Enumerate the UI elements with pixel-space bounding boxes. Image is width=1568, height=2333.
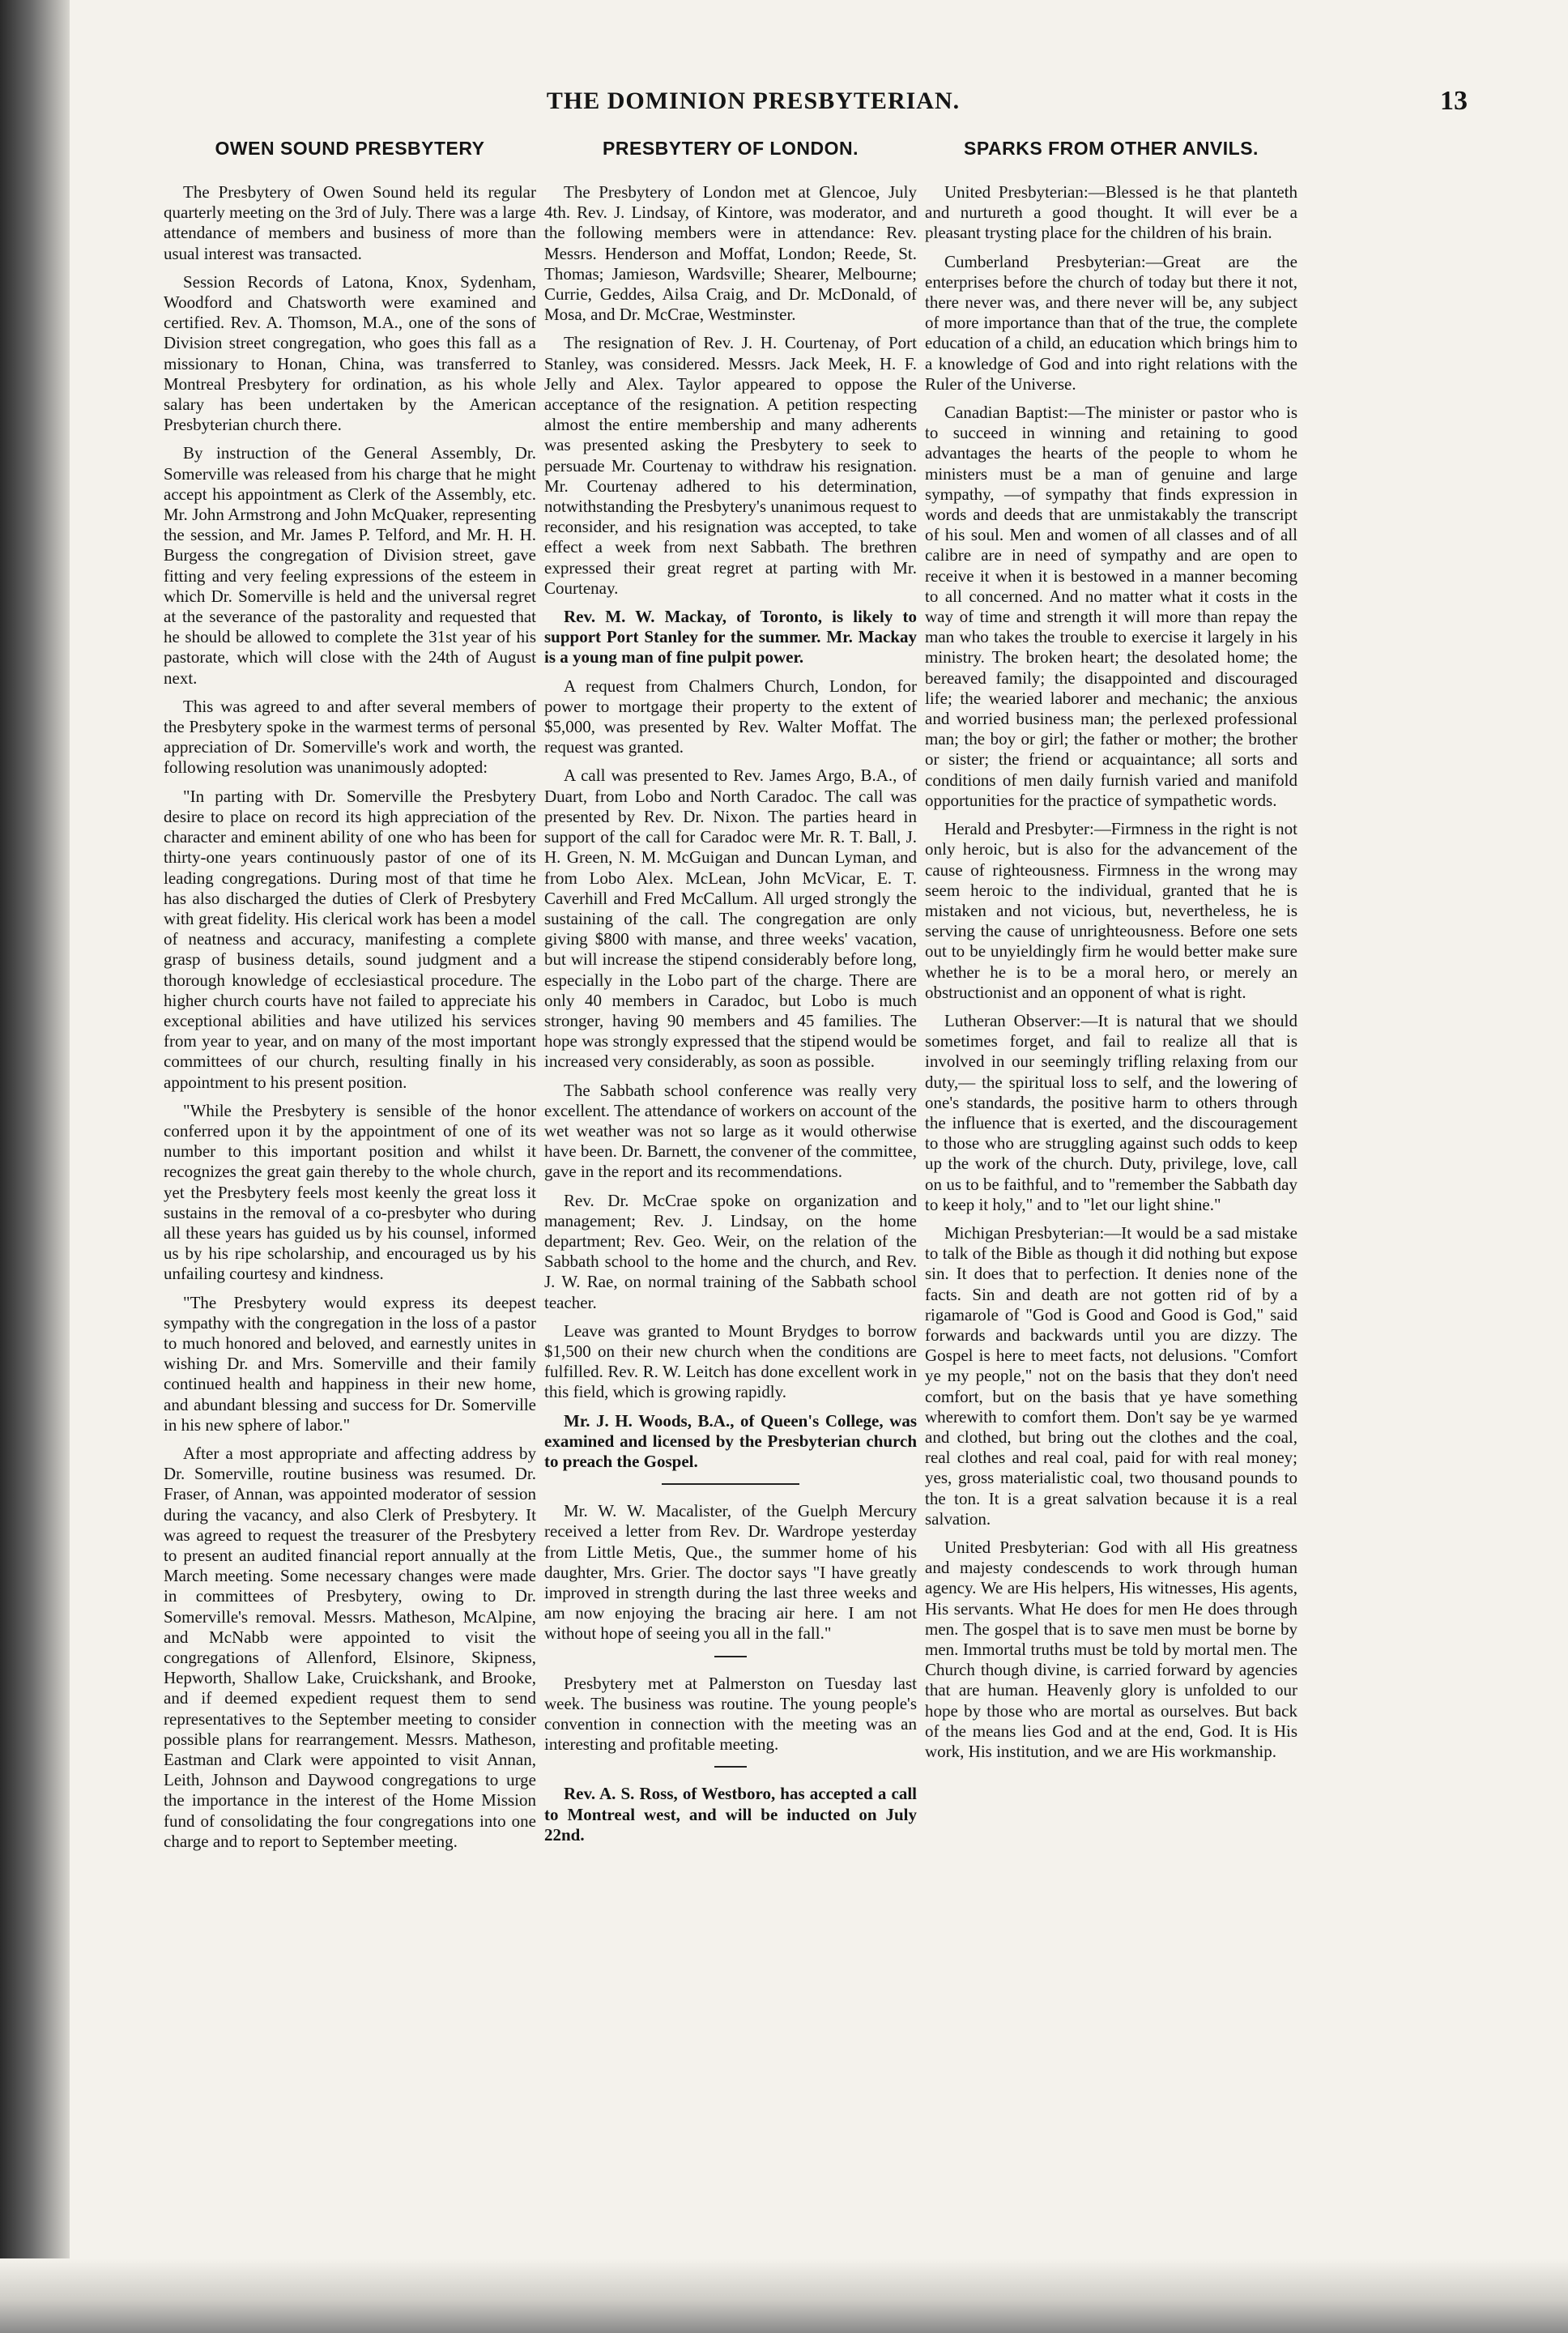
article-paragraph: Michigan Presbyterian:—It would be a sad mistake to talk of the Bible as though it did nothing but expose sin. It does that to perfection. It denies none of the facts. Sin and death are not gotten rid of by a rigamarole of "God is Good and Good is God," said forwards and backwards until you are dizzy. The Gospel is here to meet facts, not delusions. "Comfort ye my people," not on the basis that they don't need comfort, but on the basis that ye have something wherewith to comfort them. Don't say be ye warmed and clothed, but bring out the clothes and the coal, real clothes and real coal, paid for with real money; yes, gross materialistic coal, two thousand pounds to the ton. It is a great salvation because it is a real salvation.	[925, 1222, 1297, 1529]
article-paragraph: The resignation of Rev. J. H. Courtenay, of Port Stanley, was considered. Messrs. Jack Meek, H. F. Jelly and Alex. Taylor appeared to oppose the acceptance of the resignation. A petition respecting almost the entire membership and many adherents was presented asking the Presbytery to seek to persuade Mr. Courtenay to withdraw his resignation. Mr. Courtenay adhered to his determination, notwithstanding the Presbytery's unanimous request to reconsider, and his resignation was accepted, to take effect a week from next Sabbath. The brethren expressed their great regret at parting with Mr. Courtenay.	[544, 333, 917, 598]
section-divider	[662, 1483, 799, 1485]
article-paragraph: Herald and Presbyter:—Firmness in the right is not only heroic, but is also for the advancement of the cause of righteousness. Firmness in the wrong may seem heroic to the individual, granted that he is mistaken and not vicious, but, nevertheless, he is serving the cause of unrighteousness. Before one sets out to be unyieldingly firm he would better make sure whether he is to be a moral hero, or merely an obstructionist and an opponent of what is right.	[925, 819, 1297, 1002]
section-divider	[714, 1656, 747, 1657]
news-item: Rev. A. S. Ross, of Westboro, has accepted a call to Montreal west, and will be inducted on July 22nd.	[544, 1784, 917, 1845]
article-heading: PRESBYTERY OF LONDON.	[603, 138, 859, 159]
article-paragraph: A request from Chalmers Church, London, for power to mortgage their property to the extent of $5,000, was presented by Rev. Walter Moffat. The request was granted.	[544, 676, 917, 757]
article-paragraph: Session Records of Latona, Knox, Sydenham, Woodford and Chatsworth were examined and certified. Rev. A. Thomson, M.A., one of the sons of Division street congregation, who goes this fall as a missionary to Honan, China, was transferred to Montreal Presbytery for ordination, as his whole salary has been undertaken by the American Presbyterian church there.	[164, 271, 536, 435]
article-paragraph: "In parting with Dr. Somerville the Presbytery desire to place on record its high appreciation of the character and eminent ability of one who has been for thirty-one years continuously pastor of one of its leading congregations. During most of that time he has also discharged the duties of Clerk of Presbytery with great fidelity. His clerical work has been a model of neatness and accuracy, manifesting a complete grasp of business details, sound judgment and a thorough knowledge of ecclesiastical procedure. The higher church courts have not failed to appreciate his exceptional abilities and have utilized his services from year to year, and on many of the most important committees of our church, resulting finally in his appointment to his present position.	[164, 786, 536, 1092]
article-paragraph: "The Presbytery would express its deepest sympathy with the congregation in the loss of a pastor to much honored and beloved, and earnestly unites in wishing Dr. and Mrs. Somerville and their family continued health and happiness in their new home, and abundant blessing and success for Dr. Somerville in his new sphere of labor."	[164, 1292, 536, 1435]
article-heading: OWEN SOUND PRESBYTERY	[215, 138, 485, 159]
article-paragraph: This was agreed to and after several members of the Presbytery spoke in the warmest terms of personal appreciation of Dr. Somerville's work and worth, the following resolution was unanimously adopted:	[164, 696, 536, 778]
binding-shadow	[0, 0, 70, 2333]
page-number: 13	[1440, 86, 1468, 116]
article-heading: SPARKS FROM OTHER ANVILS.	[964, 138, 1259, 159]
page-bottom-shadow	[0, 2258, 1568, 2333]
article-columns	[164, 138, 1297, 2203]
column-sparks	[925, 138, 1297, 1770]
article-paragraph: A call was presented to Rev. James Argo, B.A., of Duart, from Lobo and North Caradoc. The call was presented by Rev. Dr. Nixon. The parties heard in support of the call for Caradoc were Mr. R. T. Ball, J. H. Green, N. M. McGuigan and Duncan Lyman, and from Lobo Alex. McLean, John McVicar, E. T. Caverhill and Fred McCallum. All urged strongly the sustaining of the call. The congregation are only giving $800 with manse, and three weeks' vacation, but will increase the stipend considerably before long, especially in the Lobo part of the charge. There are only 40 members in Caradoc, but Lobo is much stronger, having 90 members and 45 families. The hope was strongly expressed that the stipend would be increased very considerably, as soon as possible.	[544, 766, 917, 1072]
news-item: Presbytery met at Palmerston on Tuesday last week. The business was routine. The young people's convention in connection with the meeting was an interesting and profitable meeting.	[544, 1673, 917, 1755]
article-paragraph: "While the Presbytery is sensible of the honor conferred upon it by the appointment of one of its number to this important position and whilst it recognizes the great gain thereby to the whole church, yet the Presbytery feels most keenly the great loss it sustains in the removal of a co-presbyter who during all these years has guided us by his counsel, informed us by his ripe scholarship, and encouraged us by his unfailing courtesy and kindness.	[164, 1100, 536, 1284]
column-london	[544, 138, 917, 1853]
news-item: Mr. W. W. Macalister, of the Guelph Mercury received a letter from Rev. Dr. Wardrope yesterday from Little Metis, Que., the summer home of his daughter, Mrs. Grier. The doctor says "I have greatly improved in strength during the last three weeks and am now enjoying the bracing air here. I am not without hope of seeing you all in the fall."	[544, 1501, 917, 1644]
article-paragraph: By instruction of the General Assembly, Dr. Somerville was released from his charge that he might accept his appointment as Clerk of the Assembly, etc. Mr. John Armstrong and John McQuaker, representing the session, and Mr. James P. Telford, and Mr. H. H. Burgess the congregation of Division street, gave fitting and very feeling expressions of the esteem in which Dr. Somerville is held and the universal regret at the severance of the pastorality and requested that he should be allowed to complete the 31st year of his pastorate, which will close with the 24th of August next.	[164, 443, 536, 688]
journal-title: THE DOMINION PRESBYTERIAN.	[546, 87, 961, 114]
article-paragraph: The Presbytery of Owen Sound held its regular quarterly meeting on the 3rd of July. There was a large attendance of members and business of more than usual interest was transacted.	[164, 182, 536, 263]
article-paragraph: United Presbyterian:—Blessed is he that planteth and nurtureth a good thought. It will ever be a pleasant trysting place for the children of his brain.	[925, 182, 1297, 243]
article-paragraph: United Presbyterian: God with all His greatness and majesty condescends to work through human agency. We are His helpers, His witnesses, His agents, His servants. What He does for men He does through men. The gospel that is to save men must be borne by men. Immortal truths must be told by mortal men. The Church though divine, is carried forward by agencies that are human. Heavenly glory is unfolded to our hope by those who are mortal as ourselves. But back of the means lies God and at the end, God. It is His work, His institution, and we are His workmanship.	[925, 1538, 1297, 1762]
article-paragraph: Mr. J. H. Woods, B.A., of Queen's College, was examined and licensed by the Presbyterian church to preach the Gospel.	[544, 1410, 917, 1471]
page-header	[146, 87, 1490, 125]
article-paragraph: Leave was granted to Mount Brydges to borrow $1,500 on their new church when the conditions are fulfilled. Rev. R. W. Leitch has done excellent work in this field, which is growing rapidly.	[544, 1320, 917, 1402]
section-divider	[714, 1766, 747, 1768]
article-paragraph: After a most appropriate and affecting address by Dr. Somerville, routine business was resumed. Dr. Fraser, of Annan, was appointed moderator of session during the vacancy, and also Clerk of Presbytery. It was agreed to request the treasurer of the Presbytery to present an audited financial report annually at the March meeting. Some necessary changes were made in committees of Presbytery, owing to Dr. Somerville's removal. Messrs. Matheson, McAlpine, and McNabb were appointed to visit the congregations of Allenford, Elsinore, Skipness, Hepworth, Shallow Lake, Cruickshank, and Brooke, and if deemed expedient request them to send representatives to the September meeting to consider possible plans for rearrangement. Messrs. Matheson, Eastman and Clark were appointed to visit Annan, Leith, Johnson and Daywood congregations to urge the importance in the interest of the Home Mission fund of consolidating the four congregations into one charge and to report to September meeting.	[164, 1443, 536, 1851]
article-paragraph: Cumberland Presbyterian:—Great are the enterprises before the church of today but there it not, there never was, and there never will be, any subject of more importance than that of the true, the complete education of a child, an education which brings him to a knowledge of God and into right relations with the Ruler of the Universe.	[925, 251, 1297, 394]
article-paragraph: The Sabbath school conference was really very excellent. The attendance of workers on account of the wet weather was not so large as it would otherwise have been. Dr. Barnett, the convener of the committee, gave in the report and its recommendations.	[544, 1080, 917, 1182]
column-owen-sound	[164, 138, 536, 1860]
article-paragraph: Rev. Dr. McCrae spoke on organization and management; Rev. J. Lindsay, on the home department; Rev. Geo. Weir, on the relation of the Sabbath school to the home and the church, and Rev. J. W. Rae, on normal training of the Sabbath school teacher.	[544, 1190, 917, 1312]
article-paragraph: Canadian Baptist:—The minister or pastor who is to succeed in winning and retaining to good advantages the hearts of the people to whom he ministers must be a man of genuine and large sympathy, —of sympathy that finds expression in words and deeds that are unmistakably the transcript of his soul. Men and women of all classes and of all calibre are in need of sympathy and are open to receive it when it is bestowed in a manner becoming to all concerned. And no matter what it costs in the way of time and strength it will more than repay the man who takes the trouble to exercise it largely in his ministry. The broken heart; the desolated home; the bereaved family; the disappointed and discouraged life; the wearied laborer and mechanic; the anxious and worried business man; the perlexed professional man; the boy or girl; the father or mother; the brother or sister; the friend or acquaintance; all sorts and conditions of men daily furnish varied and manifold opportunities for the practice of sympathetic words.	[925, 403, 1297, 810]
article-paragraph: The Presbytery of London met at Glencoe, July 4th. Rev. J. Lindsay, of Kintore, was moderator, and the following members were in attendance: Rev. Messrs. Henderson and Moffat, London; Reede, St. Thomas; Jamieson, Wardsville; Shearer, Melbourne; Currie, Geddes, Ailsa Craig, and Dr. McDonald, of Mosa, and Dr. McCrae, Westminster.	[544, 182, 917, 325]
article-paragraph: Lutheran Observer:—It is natural that we should sometimes forget, and fail to realize all that is involved in our seemingly trifling relaxing from our duty,— the spiritual loss to self, and the lowering of one's standards, the positive harm to others through the influence that is exerted, and the discouragement to those who are struggling against such odds to keep up the work of the church. Duty, privilege, love, call on us to be faithful, and to "remember the Sabbath day to keep it holy," and to "let our light shine."	[925, 1010, 1297, 1214]
article-paragraph: Rev. M. W. Mackay, of Toronto, is likely to support Port Stanley for the summer. Mr. Mackay is a young man of fine pulpit power.	[544, 607, 917, 667]
